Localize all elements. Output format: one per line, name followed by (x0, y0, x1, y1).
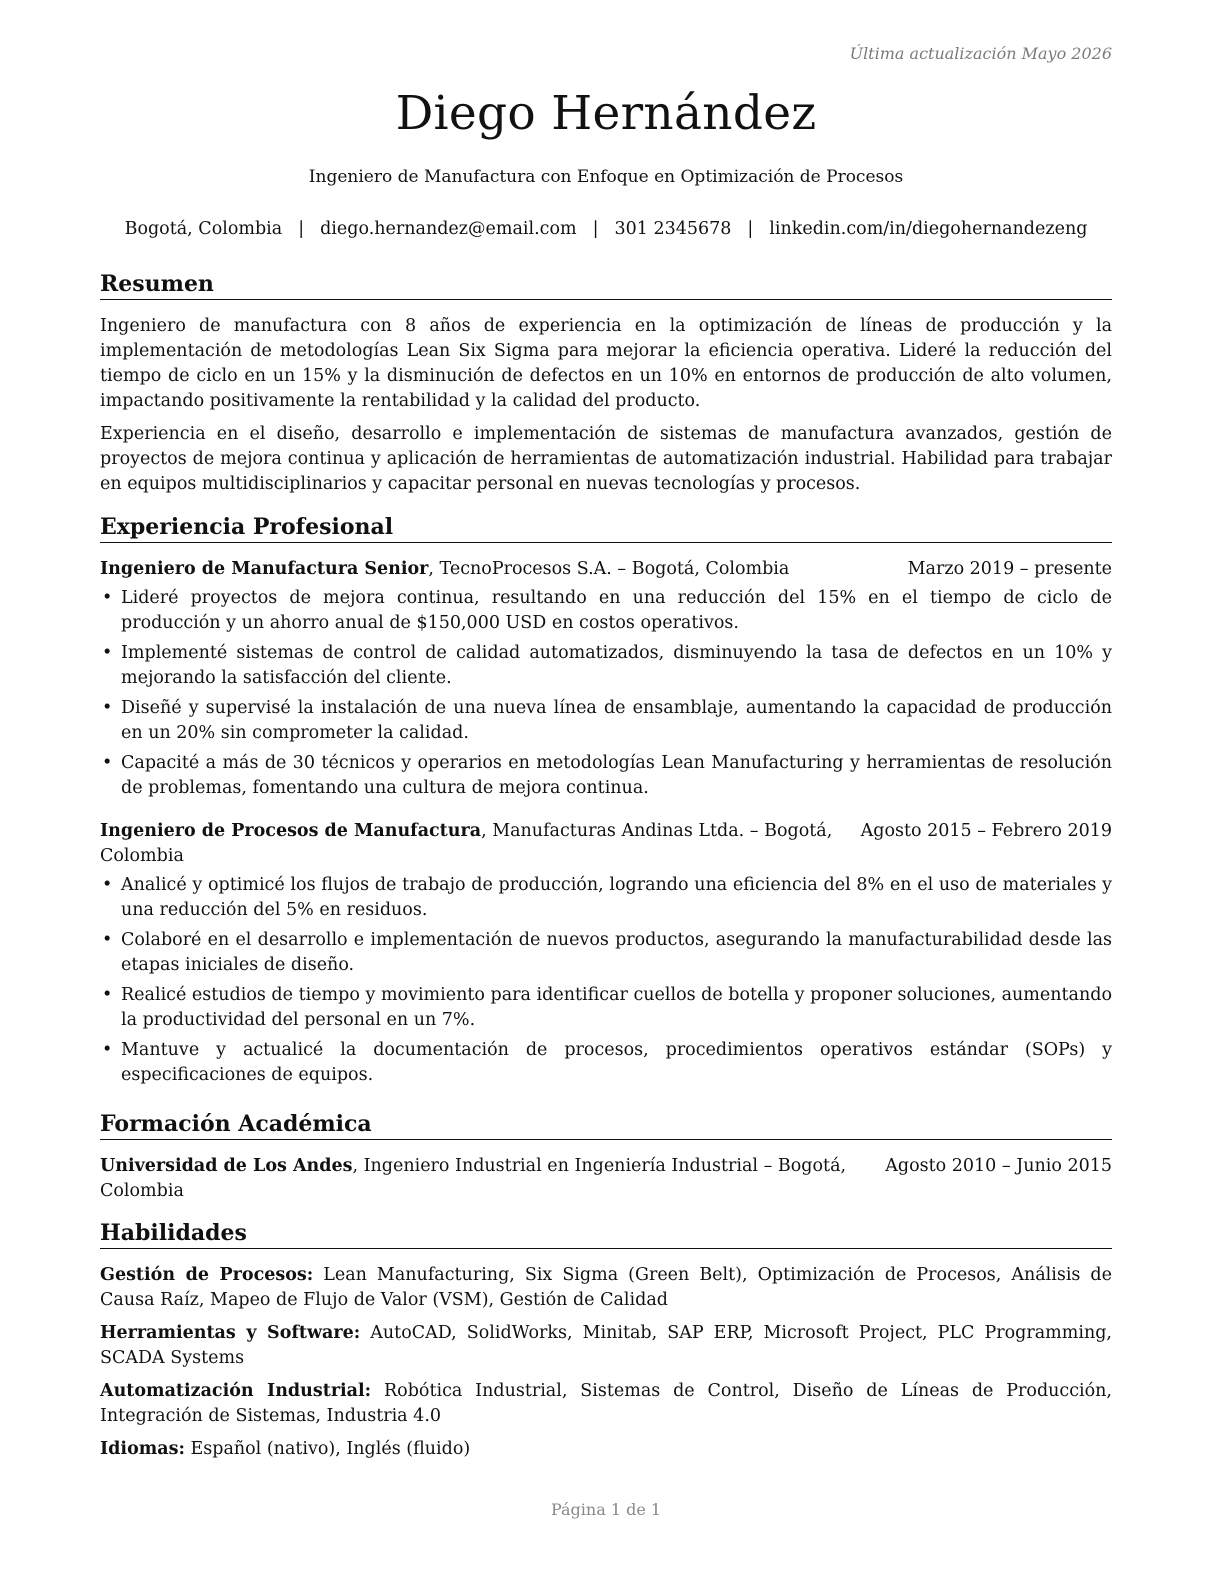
skill-row (100, 1263, 1112, 1313)
skill-row (100, 1437, 1112, 1462)
skill-label: Automatización Industrial: (100, 1381, 372, 1401)
job-bullets (100, 586, 1112, 801)
bullet-icon: • (102, 1040, 113, 1060)
job-role: Ingeniero de Manufactura Senior (100, 559, 429, 579)
summary-paragraph: Ingeniero de manufactura con 8 años de experiencia en la optimización de líneas de producción y la implementación de metodologías Lean Six Sigma para mejorar la eficiencia operativa. Lideré la reducción del tiempo de ciclo en un 15% y la disminución de defectos en un 10% en entornos de producción de alto volumen, impactando positivamente la rentabilidad y la calidad del producto. (100, 316, 1112, 411)
skills-section (100, 1219, 1112, 1462)
summary-paragraph: Experiencia en el diseño, desarrollo e implementación de sistemas de manufactura avanzados, gestión de proyectos de mejora continua y aplicación de herramientas de automatización industrial. Habilidad para trabajar en equipos multidisciplinarios y capacitar personal en nuevas tecnologías y procesos. (100, 424, 1112, 494)
bullet-text: Analicé y optimicé los flujos de trabajo de producción, logrando una eficiencia del 8% en el uso de materiales y una reducción del 5% en residuos. (121, 875, 1112, 920)
section-title-experience: Experiencia Profesional (100, 513, 1112, 543)
job-bullets (100, 873, 1112, 1088)
job-company: , TecnoProcesos S.A. – Bogotá, Colombia (428, 559, 790, 579)
bullet-icon: • (102, 875, 113, 895)
bullet-icon: • (102, 643, 113, 663)
skill-value: Robótica Industrial, Sistemas de Control, Diseño de Líneas de Producción, Integración de Sistemas, Industria 4.0 (100, 1381, 1112, 1426)
page-number: Página 1 de 1 (550, 1500, 662, 1519)
education-degree: , Ingeniero Industrial en Ingeniería Industrial – Bogotá, Colombia (100, 1156, 847, 1201)
list-item (100, 751, 1112, 801)
education-section (100, 1110, 1112, 1204)
skill-row (100, 1379, 1112, 1429)
resume-page (100, 0, 1112, 1584)
education-title-line (100, 1154, 885, 1204)
contact-email[interactable]: diego.hernandez@email.com (320, 219, 577, 239)
bullet-text: Lideré proyectos de mejora continua, resultando en una reducción del 15% en el tiempo de ciclo de producción y un ahorro anual de $150,000 USD en costos operativos. (121, 588, 1112, 633)
job-company: , Manufacturas Andinas Ltda. – Bogotá, Colombia (100, 821, 833, 866)
section-title-skills: Habilidades (100, 1219, 1112, 1249)
skill-label: Herramientas y Software: (100, 1323, 361, 1343)
contact-separator: | (298, 219, 305, 239)
list-item (100, 873, 1112, 923)
list-item (100, 586, 1112, 636)
contact-phone: 301 2345678 (614, 219, 732, 239)
education-dates: Agosto 2010 – Junio 2015 (885, 1156, 1112, 1176)
skill-row (100, 1321, 1112, 1371)
contact-linkedin[interactable]: linkedin.com/in/diegohernandezeng (769, 219, 1088, 239)
contact-separator: | (747, 219, 754, 239)
candidate-name: Diego Hernández (395, 86, 817, 141)
job-title-line (100, 819, 861, 869)
job-header (100, 557, 1112, 582)
bullet-icon: • (102, 588, 113, 608)
section-title-education: Formación Académica (100, 1110, 1112, 1140)
bullet-text: Implementé sistemas de control de calidad automatizados, disminuyendo la tasa de defectos en un 10% y mejorando la satisfacción del cliente. (121, 643, 1112, 688)
skill-value: Español (nativo), Inglés (fluido) (184, 1439, 471, 1459)
list-item (100, 696, 1112, 746)
list-item (100, 928, 1112, 978)
experience-section (100, 513, 1112, 1088)
headline: Ingeniero de Manufactura con Enfoque en Optimización de Procesos (308, 167, 904, 187)
list-item (100, 983, 1112, 1033)
contact-line (100, 219, 1112, 239)
skill-label: Gestión de Procesos: (100, 1265, 314, 1285)
job-dates: Marzo 2019 – presente (907, 559, 1112, 579)
education-entry (100, 1154, 1112, 1204)
bullet-text: Diseñé y supervisé la instalación de una nueva línea de ensamblaje, aumentando la capacidad de producción en un 20% sin comprometer la calidad. (121, 698, 1112, 743)
bullet-icon: • (102, 698, 113, 718)
bullet-text: Colaboré en el desarrollo e implementación de nuevos productos, asegurando la manufacturabilidad desde las etapas iniciales de diseño. (121, 930, 1112, 975)
contact-location: Bogotá, Colombia (124, 219, 283, 239)
section-title-summary: Resumen (100, 270, 1112, 300)
bullet-text: Capacité a más de 30 técnicos y operarios en metodologías Lean Manufacturing y herramientas de resolución de problemas, fomentando una cultura de mejora continua. (121, 753, 1112, 798)
skill-value: Lean Manufacturing, Six Sigma (Green Belt), Optimización de Procesos, Análisis de Causa Raíz, Mapeo de Flujo de Valor (VSM), Gestión de Calidad (100, 1265, 1112, 1310)
job-entry (100, 557, 1112, 801)
bullet-icon: • (102, 753, 113, 773)
bullet-icon: • (102, 985, 113, 1005)
skill-label: Idiomas: (100, 1439, 185, 1459)
list-item (100, 641, 1112, 691)
skill-value: AutoCAD, SolidWorks, Minitab, SAP ERP, Microsoft Project, PLC Programming, SCADA Systems (100, 1323, 1112, 1368)
job-header (100, 819, 1112, 869)
summary-section (100, 270, 1112, 497)
bullet-text: Mantuve y actualicé la documentación de procesos, procedimientos operativos estándar (SOPs) y especificaciones de equipos. (121, 1040, 1112, 1085)
job-dates: Agosto 2015 – Febrero 2019 (860, 821, 1112, 841)
job-role: Ingeniero de Procesos de Manufactura (100, 821, 482, 841)
bullet-text: Realicé estudios de tiempo y movimiento para identificar cuellos de botella y proponer soluciones, aumentando la productividad del personal en un 7%. (121, 985, 1112, 1030)
list-item (100, 1038, 1112, 1088)
last-updated: Última actualización Mayo 2026 (849, 44, 1112, 63)
job-title-line (100, 557, 789, 582)
job-entry (100, 819, 1112, 1088)
contact-separator: | (592, 219, 599, 239)
bullet-icon: • (102, 930, 113, 950)
education-school: Universidad de Los Andes (100, 1156, 353, 1176)
